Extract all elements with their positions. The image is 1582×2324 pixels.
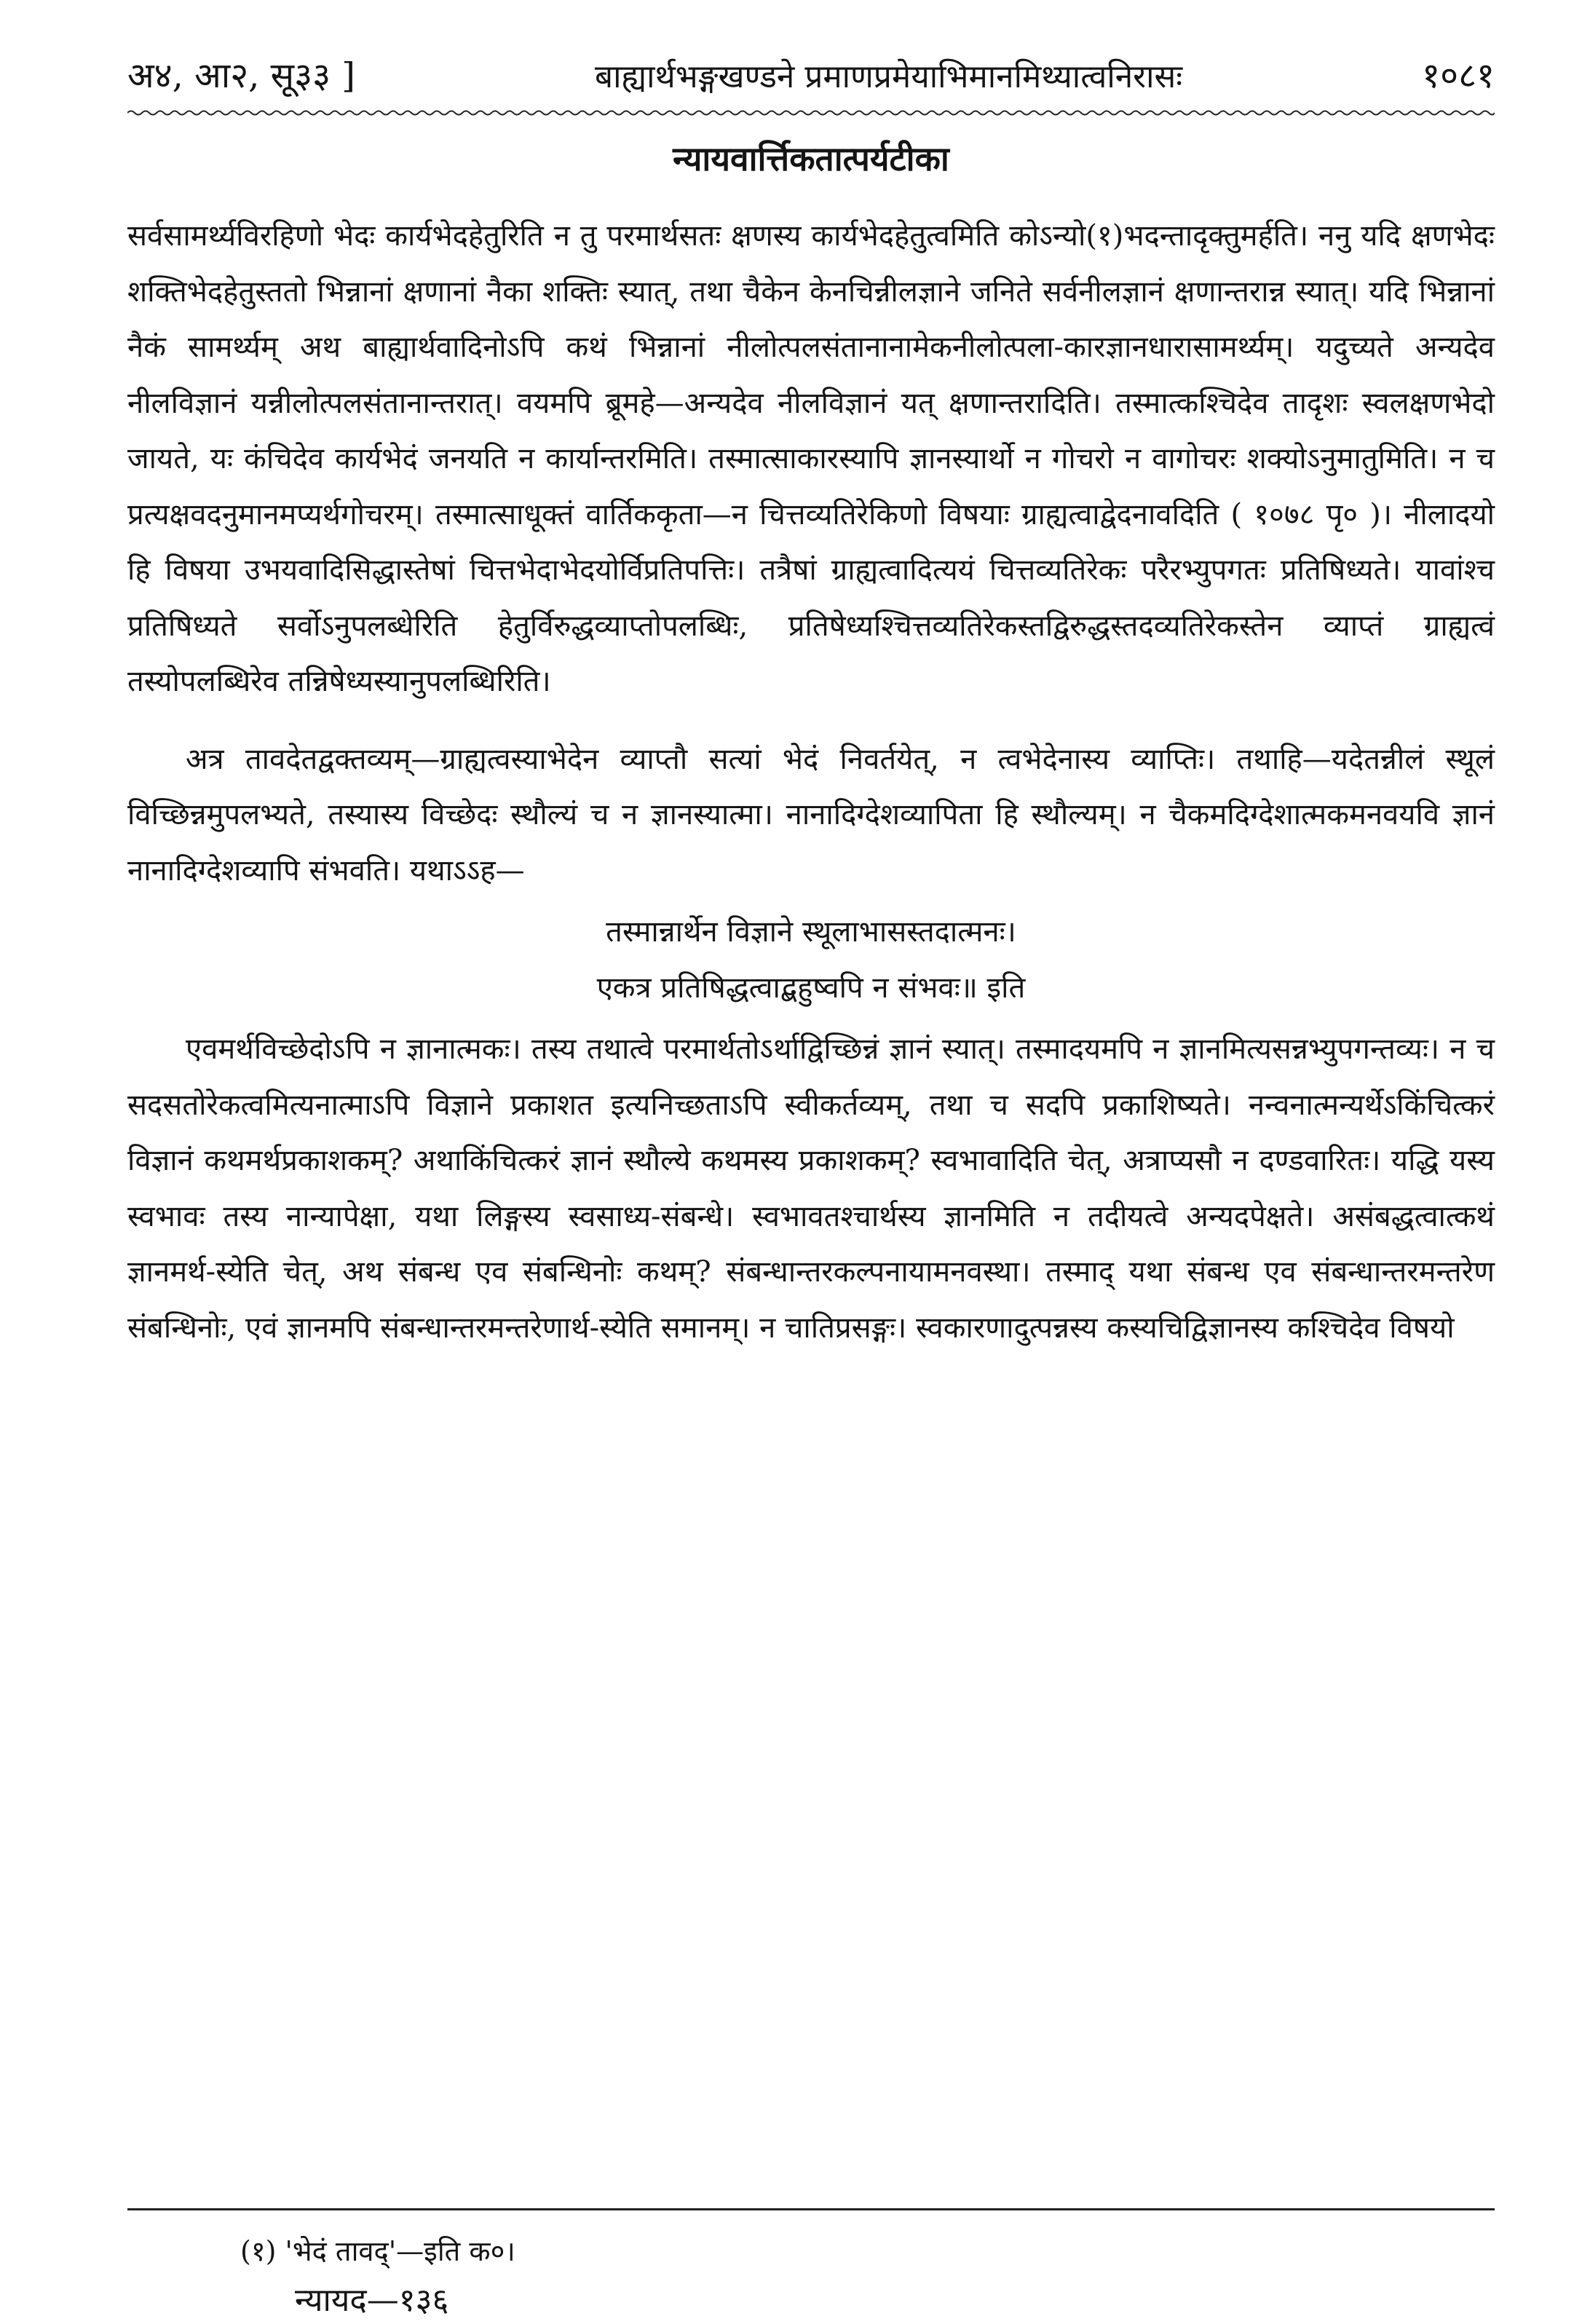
footnote-rule (127, 2208, 1495, 2210)
paragraph-2: अत्र तावदेतद्वक्तव्यम्—ग्राह्यत्वस्याभेदेन व्याप्तौ सत्यां भेदं निवर्तयेत्, न त्वभेदेनास्य व्याप्तिः। तथाहि—यदेतन्नीलं स्थूलं विच्छिन्नमुपलभ्यते, तस्यास्य विच्छेदः स्थौल्यं च न ज्ञानस्यात्मा। नानादिग्देशव्यापिता हि स्थौल्यम्। न चैकमदिग्देशात्मकमनवयवि ज्ञानं नानादिग्देशव्यापि संभवति। यथाऽऽह— (127, 742, 1495, 888)
footnote: (१) 'भेदं तावद्'—इति क०। (240, 2235, 515, 2267)
header-sutra-reference: अ४, आ२, सू३३ ] (127, 55, 356, 96)
page-number: १०८१ (1422, 55, 1495, 96)
verse-line-1: तस्मान्नार्थेन विज्ञाने स्थूलाभासस्तदात्मनः। (606, 915, 1016, 949)
header-topic: बाह्यार्थभङ्गखण्डने प्रमाणप्रमेयाभिमानमिथ्यात्वनिरासः (595, 58, 1183, 95)
printer-signature: न्यायद—१३६ (295, 2282, 449, 2319)
body-text (127, 208, 1495, 1356)
header-wavy-rule (127, 109, 1495, 116)
paragraph-3: एवमर्थविच्छेदोऽपि न ज्ञानात्मकः। तस्य तथात्वे परमार्थतोऽर्थाद्विच्छिन्नं ज्ञानं स्यात्। तस्मादयमपि न ज्ञानमित्यसन्नभ्युपगन्तव्यः। न च सदसतोरेकत्वमित्यनात्माऽपि विज्ञाने प्रकाशत इत्यनिच्छताऽपि स्वीकर्तव्यम्, तथा च सदपि प्रकाशिष्यते। नन्वनात्मन्यर्थेऽकिंचित्करं विज्ञानं कथमर्थप्रकाशकम्? अथाकिंचित्करं ज्ञानं स्थौल्ये कथमस्य प्रकाशकम्? स्वभावादिति चेत्, अत्राप्यसौ न दण्डवारितः। यद्धि यस्य स्वभावः तस्य नान्यापेक्षा, यथा लिङ्गस्य स्वसाध्य-संबन्धे। स्वभावतश्चार्थस्य ज्ञानमिति न तदीयत्वे अन्यदपेक्षते। असंबद्धत्वात्कथं ज्ञानमर्थ-स्येति चेत्, अथ संबन्ध एव संबन्धिनोः कथम्? संबन्धान्तरकल्पनायामनवस्था। तस्माद् यथा संबन्ध एव संबन्धान्तरमन्तरेण संबन्धिनोः, एवं ज्ञानमपि संबन्धान्तरमन्तरेणार्थ-स्येति समानम्। न चातिप्रसङ्गः। स्वकारणादुत्पन्नस्य कस्यचिद्विज्ञानस्य कश्चिदेव विषयो (127, 1032, 1495, 1345)
verse-line-2: एकत्र प्रतिषिद्धत्वाद्बहुष्वपि न संभवः॥ इति (596, 971, 1026, 1005)
paragraph-1: सर्वसामर्थ्यविरहिणो भेदः कार्यभेदहेतुरिति न तु परमार्थसतः क्षणस्य कार्यभेदहेतुत्वमिति कोऽन्यो(१)भदन्तादृक्तुमर्हति। ननु यदि क्षणभेदः शक्तिभेदहेतुस्ततो भिन्नानां क्षणानां नैका शक्तिः स्यात्, तथा चैकेन केनचिन्नीलज्ञाने जनिते सर्वनीलज्ञानं क्षणान्तरान्न स्यात्। यदि भिन्नानां नैकं सामर्थ्यम् अथ बाह्यार्थवादिनोऽपि कथं भिन्नानां नीलोत्पलसंतानानामेकनीलोत्पला-कारज्ञानधारासामर्थ्यम्। यदुच्यते अन्यदेव नीलविज्ञानं यन्नीलोत्पलसंतानान्तरात्। वयमपि ब्रूमहे—अन्यदेव नीलविज्ञानं यत् क्षणान्तरादिति। तस्मात्कश्चिदेव तादृशः स्वलक्षणभेदो जायते, यः कंचिदेव कार्यभेदं जनयति न कार्यान्तरमिति। तस्मात्साकारस्यापि ज्ञानस्यार्थो न गोचरो न वागोचरः शक्योऽनुमातुमिति। न च प्रत्यक्षवदनुमानमप्यर्थगोचरम्। तस्मात्साधूक्तं वार्तिककृता—न चित्तव्यतिरेकिणो विषयाः ग्राह्यत्वाद्वेदनावदिति ( १०७८ पृ० )। नीलादयो हि विषया उभयवादिसिद्धास्तेषां चित्तभेदाभेदयोर्विप्रतिपत्तिः। तत्रैषां ग्राह्यत्वादित्ययं चित्तव्यतिरेकः परैरभ्युपगतः प्रतिषिध्यते। यावांश्च प्रतिषिध्यते सर्वोऽनुपलब्धेरिति हेतुर्विरुद्धव्याप्तोपलब्धिः, प्रतिषेध्यश्चित्तव्यतिरेकस्तद्विरुद्धस्तदव्यतिरेकस्तेन व्याप्तं ग्राह्यत्वं तस्योपलब्धिरेव तन्निषेध्यस्यानुपलब्धिरिति। (127, 219, 1495, 698)
section-title: न्यायवार्त्तिकतात्पर्यटीका (673, 139, 949, 178)
quoted-verse (127, 904, 1495, 1016)
running-header (127, 40, 1495, 109)
